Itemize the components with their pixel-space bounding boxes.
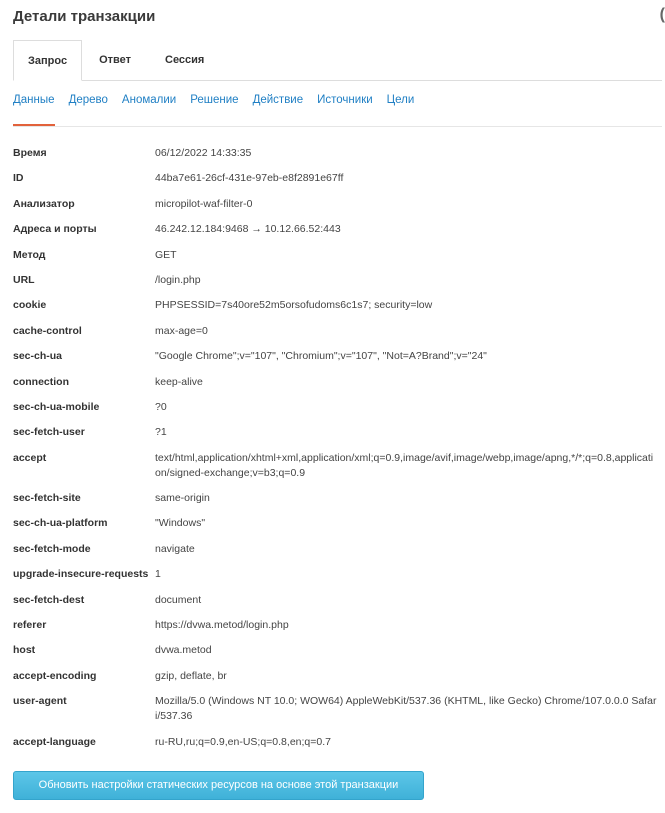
row-key: cookie xyxy=(13,299,47,312)
row-key: Метод xyxy=(13,248,46,261)
row-value: ?1 xyxy=(155,426,167,439)
subtab-sources[interactable]: Источники xyxy=(317,94,373,106)
request-data-table xyxy=(13,146,658,760)
row-value: document xyxy=(155,593,202,606)
row-key: sec-fetch-dest xyxy=(13,593,85,606)
row-value: gzip, deflate, br xyxy=(155,669,227,682)
table-row xyxy=(13,694,658,724)
subtab-tree[interactable]: Дерево xyxy=(68,94,108,106)
row-key: connection xyxy=(13,375,70,388)
table-row xyxy=(13,298,658,313)
row-key: sec-fetch-mode xyxy=(13,542,91,555)
table-row xyxy=(13,400,658,415)
subtab-bar xyxy=(13,94,428,106)
table-row xyxy=(13,491,658,506)
page-title: Детали транзакции xyxy=(13,8,156,25)
close-icon[interactable]: ( xyxy=(659,6,665,23)
table-row xyxy=(13,248,658,263)
row-key: upgrade-insecure-requests xyxy=(13,568,149,581)
table-row xyxy=(13,425,658,440)
row-key: sec-ch-ua-platform xyxy=(13,517,108,530)
row-value: max-age=0 xyxy=(155,324,208,337)
table-row xyxy=(13,567,658,582)
update-static-resources-button[interactable]: Обновить настройки статических ресурсов на основе этой транзакции xyxy=(13,771,424,800)
row-value: /login.php xyxy=(155,273,201,286)
subtab-anomalies[interactable]: Аномалии xyxy=(121,94,177,106)
table-row xyxy=(13,197,658,212)
row-key: accept-language xyxy=(13,735,96,748)
row-value: 06/12/2022 14:33:35 xyxy=(155,147,252,159)
row-key: referer xyxy=(13,619,47,632)
row-key: sec-fetch-site xyxy=(13,492,81,505)
row-key: host xyxy=(13,644,36,657)
row-key: sec-ch-ua-mobile xyxy=(13,400,100,413)
row-value: 1 xyxy=(155,568,161,581)
row-value: 44ba7e61-26cf-431e-97eb-e8f2891e67ff xyxy=(155,172,344,185)
row-key: Адреса и порты xyxy=(13,223,97,236)
row-value: "Windows" xyxy=(155,517,206,530)
table-row xyxy=(13,669,658,684)
tab-response[interactable]: Ответ xyxy=(99,54,131,66)
table-row xyxy=(13,273,658,288)
row-value: text/html,application/xhtml+xml,application/xml;q=0.9,image/avif,image/webp,image/apng,*/*;q=0.8,application/signed-exchange;v=b3;q=0.9 xyxy=(155,451,654,479)
row-key: accept xyxy=(13,451,47,464)
row-key: Время xyxy=(13,147,47,159)
tab-bar xyxy=(13,40,662,81)
table-row xyxy=(13,324,658,339)
subtab-data[interactable]: Данные xyxy=(13,94,55,106)
table-row xyxy=(13,618,658,633)
table-row xyxy=(13,375,658,390)
subtab-targets[interactable]: Цели xyxy=(386,94,415,106)
row-key: cache-control xyxy=(13,324,82,337)
row-key: sec-ch-ua xyxy=(13,350,63,363)
table-row xyxy=(13,593,658,608)
row-key: ID xyxy=(13,172,24,185)
row-value: PHPSESSID=7s40ore52m5orsofudoms6c1s7; security=low xyxy=(155,299,433,312)
table-row xyxy=(13,146,658,161)
divider xyxy=(13,126,662,127)
row-value: https://dvwa.metod/login.php xyxy=(155,619,289,632)
row-value: GET xyxy=(155,248,177,261)
table-row xyxy=(13,349,658,364)
row-value: navigate xyxy=(155,542,195,555)
table-row xyxy=(13,542,658,557)
row-value: micropilot-waf-filter-0 xyxy=(155,197,253,210)
row-value: Mozilla/5.0 (Windows NT 10.0; WOW64) AppleWebKit/537.36 (KHTML, like Gecko) Chrome/107.0.0.0 Safari/537.36 xyxy=(155,695,657,723)
tab-request[interactable]: Запрос xyxy=(13,40,82,81)
row-key: Анализатор xyxy=(13,197,75,210)
row-value: same-origin xyxy=(155,492,210,505)
table-row xyxy=(13,735,658,750)
table-row xyxy=(13,451,658,481)
subtab-decision[interactable]: Решение xyxy=(190,94,239,106)
subtab-action[interactable]: Действие xyxy=(252,94,304,106)
tab-session[interactable]: Сессия xyxy=(165,54,205,66)
row-key: sec-fetch-user xyxy=(13,426,85,439)
row-value: 46.242.12.184:9468 → 10.12.66.52:443 xyxy=(155,223,341,236)
table-row xyxy=(13,643,658,658)
row-value: "Google Chrome";v="107", "Chromium";v="107", "Not=A?Brand";v="24" xyxy=(155,350,487,363)
row-value: ?0 xyxy=(155,400,167,413)
row-key: accept-encoding xyxy=(13,669,97,682)
row-value: dvwa.metod xyxy=(155,644,212,657)
row-value: keep-alive xyxy=(155,375,203,388)
table-row xyxy=(13,171,658,186)
row-value: ru-RU,ru;q=0.9,en-US;q=0.8,en;q=0.7 xyxy=(155,735,331,748)
row-key: URL xyxy=(13,273,35,286)
row-key: user-agent xyxy=(13,695,67,708)
table-row xyxy=(13,516,658,531)
table-row xyxy=(13,222,658,237)
